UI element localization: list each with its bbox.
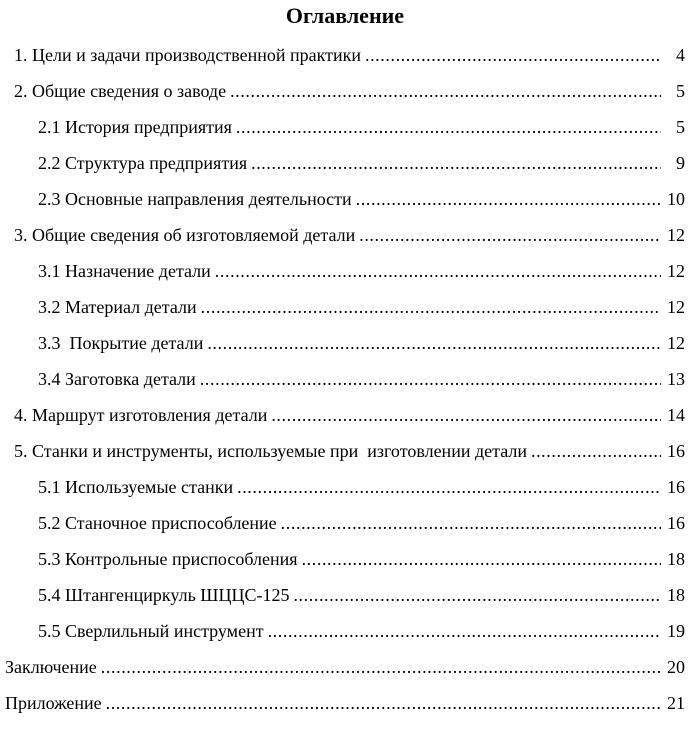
toc-entry-page: 12 bbox=[667, 225, 685, 245]
toc-entry-label: 3.3 Покрытие детали bbox=[38, 333, 204, 353]
toc-entry-page: 4 bbox=[676, 45, 685, 65]
toc-entry-page: 18 bbox=[667, 585, 685, 605]
document-page bbox=[5, 5, 685, 713]
dot-leader bbox=[271, 405, 661, 425]
dot-leader bbox=[268, 621, 661, 641]
toc-entry-page: 14 bbox=[667, 405, 685, 425]
toc-entry-label: 5.2 Станочное приспособление bbox=[38, 513, 277, 533]
toc-entry[interactable] bbox=[5, 261, 685, 281]
toc-entry[interactable] bbox=[5, 333, 685, 353]
toc-entry-label: 5. Станки и инструменты, используемые при изготовлении детали bbox=[14, 441, 527, 461]
toc-entry-page: 16 bbox=[667, 513, 685, 533]
toc-entry[interactable] bbox=[5, 441, 685, 461]
dot-leader bbox=[215, 261, 661, 281]
toc-entry-label: 2.1 История предприятия bbox=[38, 117, 232, 137]
dot-leader bbox=[281, 513, 661, 533]
toc-entry[interactable] bbox=[5, 297, 685, 317]
toc-entry-label: 1. Цели и задачи производственной практики bbox=[14, 45, 361, 65]
toc-entry[interactable] bbox=[5, 657, 685, 677]
toc-entry-label: 5.3 Контрольные приспособления bbox=[38, 549, 298, 569]
toc-entry-page: 19 bbox=[667, 621, 685, 641]
dot-leader bbox=[356, 189, 661, 209]
toc-entry-label: Заключение bbox=[5, 657, 97, 677]
dot-leader bbox=[293, 585, 661, 605]
dot-leader bbox=[531, 441, 661, 461]
dot-leader bbox=[230, 81, 661, 101]
dot-leader bbox=[207, 333, 661, 353]
toc-entry[interactable] bbox=[5, 225, 685, 245]
toc-entry-label: 5.4 Штангенциркуль ШЦЦС-125 bbox=[38, 585, 290, 605]
toc-entry-page: 5 bbox=[676, 81, 685, 101]
dot-leader bbox=[201, 297, 661, 317]
toc-entry[interactable] bbox=[5, 513, 685, 533]
toc-entry[interactable] bbox=[5, 45, 685, 65]
toc-entry-page: 21 bbox=[667, 693, 685, 713]
toc-entry-label: 5.5 Сверлильный инструмент bbox=[38, 621, 264, 641]
toc-entry[interactable] bbox=[5, 369, 685, 389]
toc-entry[interactable] bbox=[5, 81, 685, 101]
toc-entry[interactable] bbox=[5, 153, 685, 173]
toc-entry[interactable] bbox=[5, 405, 685, 425]
dot-leader bbox=[359, 225, 661, 245]
toc-entry-label: 3. Общие сведения об изготовляемой детали bbox=[14, 225, 356, 245]
toc-entry-label: 3.2 Материал детали bbox=[38, 297, 197, 317]
dot-leader bbox=[236, 117, 661, 137]
toc-entry-label: 3.4 Заготовка детали bbox=[38, 369, 196, 389]
toc-entry-page: 12 bbox=[667, 333, 685, 353]
dot-leader bbox=[302, 549, 661, 569]
toc-entry-label: Приложение bbox=[5, 693, 102, 713]
toc-entry-page: 16 bbox=[667, 441, 685, 461]
toc-entry-page: 18 bbox=[667, 549, 685, 569]
toc-entry-label: 4. Маршрут изготовления детали bbox=[14, 405, 268, 425]
toc-entry-label: 2. Общие сведения о заводе bbox=[14, 81, 227, 101]
toc-entry-page: 12 bbox=[667, 261, 685, 281]
toc-entry[interactable] bbox=[5, 117, 685, 137]
toc-title: Оглавление bbox=[285, 3, 405, 28]
dot-leader bbox=[251, 153, 661, 173]
toc-entry[interactable] bbox=[5, 693, 685, 713]
dot-leader bbox=[101, 657, 661, 677]
toc-entry-label: 2.2 Структура предприятия bbox=[38, 153, 248, 173]
toc-entry-page: 12 bbox=[667, 297, 685, 317]
dot-leader bbox=[200, 369, 661, 389]
dot-leader bbox=[365, 45, 661, 65]
toc-entry-label: 2.3 Основные направления деятельности bbox=[38, 189, 352, 209]
toc-entry-label: 5.1 Используемые станки bbox=[38, 477, 234, 497]
toc-entry[interactable] bbox=[5, 621, 685, 641]
toc-entry[interactable] bbox=[5, 477, 685, 497]
dot-leader bbox=[237, 477, 661, 497]
toc-entry-label: 3.1 Назначение детали bbox=[38, 261, 211, 281]
toc-entry-page: 10 bbox=[667, 189, 685, 209]
table-of-contents bbox=[5, 45, 685, 713]
toc-entry-page: 16 bbox=[667, 477, 685, 497]
toc-entry[interactable] bbox=[5, 189, 685, 209]
toc-entry-page: 5 bbox=[676, 117, 685, 137]
toc-entry[interactable] bbox=[5, 549, 685, 569]
toc-entry[interactable] bbox=[5, 585, 685, 605]
dot-leader bbox=[106, 693, 661, 713]
toc-entry-page: 9 bbox=[676, 153, 685, 173]
toc-entry-page: 20 bbox=[667, 657, 685, 677]
toc-entry-page: 13 bbox=[667, 369, 685, 389]
